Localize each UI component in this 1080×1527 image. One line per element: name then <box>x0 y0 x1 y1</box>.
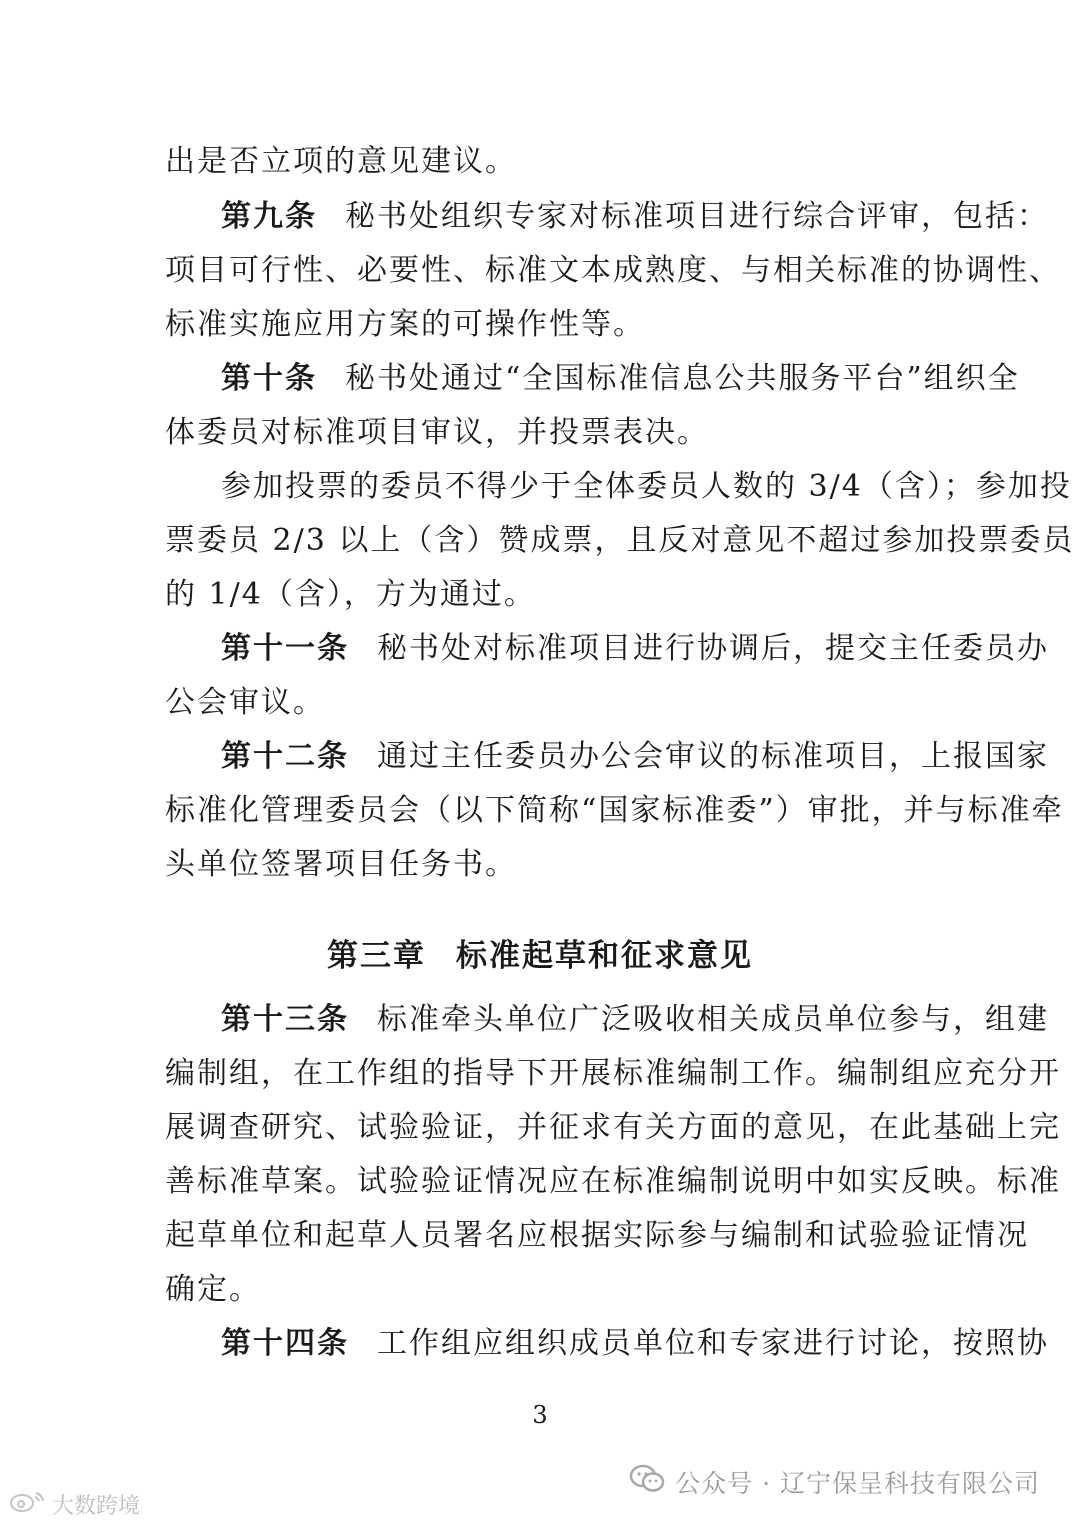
text-line <box>165 1108 1061 1148</box>
chapter-heading <box>0 936 1080 976</box>
line-text: 秘书处通过“全国标准信息公共服务平台”组织全 <box>345 361 1020 396</box>
article-number: 第十条 <box>221 361 317 396</box>
text-line <box>165 1216 1029 1256</box>
text-line <box>165 1270 925 1310</box>
text-line <box>165 251 1061 291</box>
text-line <box>165 521 1075 561</box>
wechat-watermark <box>629 1462 1040 1502</box>
text-line <box>165 1054 1061 1094</box>
text-line <box>221 359 1020 399</box>
line-text: 的 1/4（含），方为通过。 <box>165 577 536 612</box>
line-text: 编制组，在工作组的指导下开展标准编制工作。编制组应充分开 <box>165 1056 1061 1091</box>
text-line <box>221 1324 1049 1364</box>
text-line <box>221 197 1049 237</box>
wechat-icon <box>629 1464 665 1500</box>
text-line <box>165 413 925 453</box>
line-text: 出是否立项的意见建议。 <box>165 144 517 179</box>
text-line <box>221 467 1072 507</box>
line-text: 标准实施应用方案的可操作性等。 <box>165 307 645 342</box>
line-text: 标准化管理委员会（以下简称“国家标准委”）审批，并与标准牵 <box>165 793 1064 828</box>
line-text: 秘书处对标准项目进行协调后，提交主任委员办 <box>377 631 1049 666</box>
weibo-account-label: 大数跨境 <box>52 1493 141 1519</box>
text-line <box>165 845 925 885</box>
article-number: 第十三条 <box>221 1002 349 1037</box>
line-text: 通过主任委员办公会审议的标准项目，上报国家 <box>377 739 1049 774</box>
chapter-title: 标准起草和征求意见 <box>456 938 753 974</box>
article-number: 第十四条 <box>221 1326 349 1361</box>
text-line <box>165 791 1064 831</box>
line-text: 工作组应组织成员单位和专家进行讨论，按照协 <box>377 1326 1049 1361</box>
wechat-account-label: 公众号 · 辽宁保呈科技有限公司 <box>675 1469 1040 1498</box>
line-text: 确定。 <box>165 1272 261 1307</box>
text-line <box>221 737 1049 777</box>
text-line <box>165 683 925 723</box>
line-text: 善标准草案。试验验证情况应在标准编制说明中如实反映。标准 <box>165 1164 1061 1199</box>
line-text: 公会审议。 <box>165 685 325 720</box>
text-line <box>165 142 925 182</box>
text-line <box>221 1000 1049 1040</box>
article-number: 第十二条 <box>221 739 349 774</box>
weibo-icon <box>8 1489 48 1519</box>
article-number: 第十一条 <box>221 631 349 666</box>
weibo-watermark <box>8 1488 140 1520</box>
article-number: 第九条 <box>221 199 317 234</box>
line-text: 头单位签署项目任务书。 <box>165 847 517 882</box>
text-line <box>221 629 1049 669</box>
line-text: 体委员对标准项目审议，并投票表决。 <box>165 415 709 450</box>
text-line <box>165 1162 1061 1202</box>
line-text: 标准牵头单位广泛吸收相关成员单位参与，组建 <box>377 1002 1049 1037</box>
line-text: 展调查研究、试验验证，并征求有关方面的意见，在此基础上完 <box>165 1110 1061 1145</box>
line-text: 起草单位和起草人员署名应根据实际参与编制和试验验证情况 <box>165 1218 1029 1253</box>
page-number: 3 <box>532 1401 548 1429</box>
line-text: 项目可行性、必要性、标准文本成熟度、与相关标准的协调性、 <box>165 253 1061 288</box>
text-line <box>165 575 925 615</box>
line-text: 票委员 2/3 以上（含）赞成票，且反对意见不超过参加投票委员 <box>165 523 1075 558</box>
text-line <box>165 305 925 345</box>
line-text: 秘书处组织专家对标准项目进行综合评审，包括： <box>345 199 1049 234</box>
line-text: 参加投票的委员不得少于全体委员人数的 3/4（含）；参加投 <box>221 469 1072 504</box>
chapter-number: 第三章 <box>327 938 426 974</box>
